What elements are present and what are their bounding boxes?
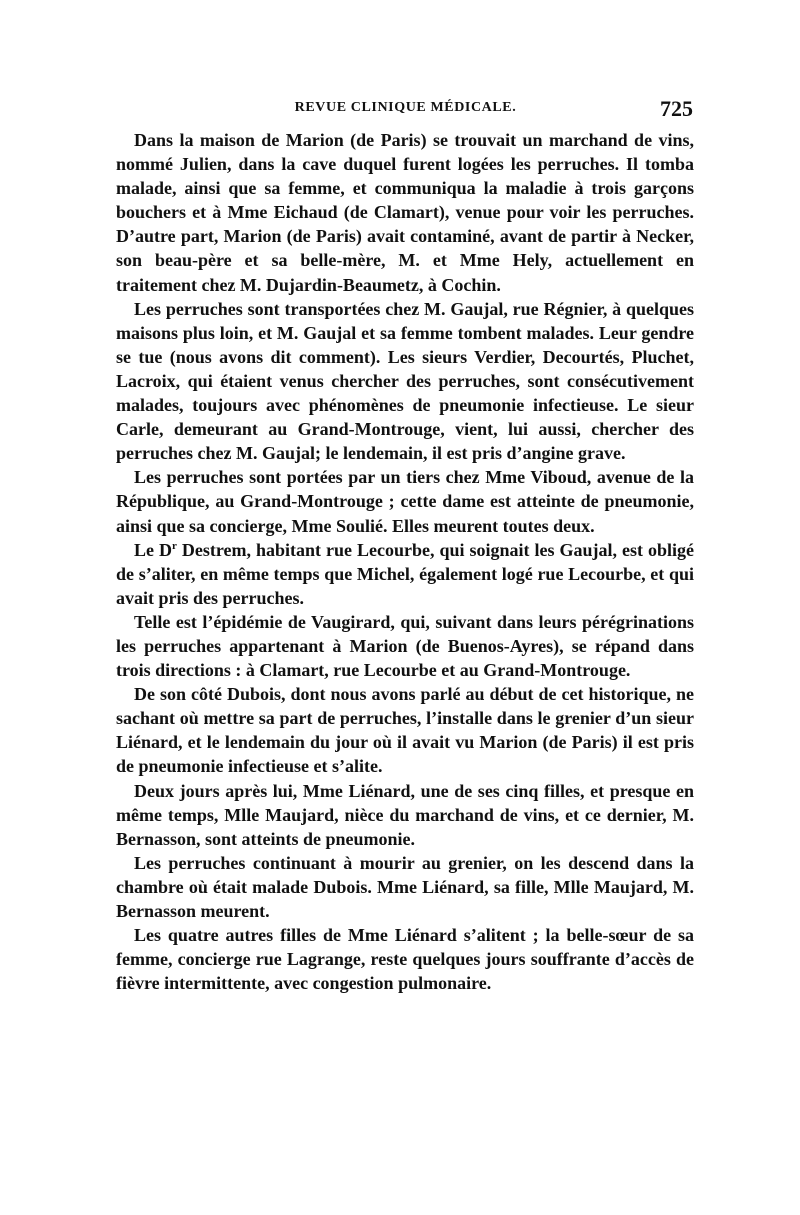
paragraph: Les quatre autres filles de Mme Liénard s’alitent ; la belle-sœur de sa femme, concierge rue Lagrange, reste quelques jours souffrante d’accès de fièvre intermittente, avec congestion pulmonaire. [116,925,694,994]
page-number: 725 [660,96,693,121]
paragraph: Les perruches sont portées par un tiers chez Mme Viboud, avenue de la République, au Grand-Montrouge ; cette dame est atteinte de pneumonie, ainsi que sa concierge, Mme Soulié. Elles meurent toutes deux. [116,467,694,536]
paragraph: Les perruches sont transportées chez M. Gaujal, rue Régnier, à quelques maisons plus loin, et M. Gaujal et sa femme tombent malades. Leur gendre se tue (nous avons dit comment). Les sieurs Verdier, Decourtés, Pluchet, Lacroix, qui étaient venus chercher des perruches, sont consécutivement malades, toujours avec phénomènes de pneumonie infectieuse. Le sieur Carle, demeurant au Grand-Montrouge, vient, lui aussi, chercher des perruches chez M. Gaujal; le lendemain, il est pris d’angine grave. [116,298,694,464]
paragraph: Les perruches continuant à mourir au grenier, on les descend dans la chambre où était malade Dubois. Mme Liénard, sa fille, Mlle Maujard, M. Bernasson meurent. [116,852,694,921]
paragraph: Telle est l’épidémie de Vaugirard, qui, suivant dans leurs pérégrinations les perruches appartenant à Marion (de Buenos-Ayres), se répand dans trois directions : à Clamart, rue Lecourbe et au Grand-Montrouge. [116,611,694,681]
paragraph: Le $D^r$ Destrem, habitant rue Lecourbe, qui soignait les Gaujal, est obligé de s’aliter, en même temps que Michel, également logé rue Lecourbe, et qui avait pris des perruches. [116,539,695,608]
running-head [118,96,693,122]
body-text [116,128,694,995]
running-title: REVUE CLINIQUE MÉDICALE. [294,100,517,115]
paragraph: Deux jours après lui, Mme Liénard, une de ses cinq filles, et presque en même temps, Mlle Maujard, nièce du marchand de vins, et ce dernier, M. Bernasson, sont atteints de pneumonie. [116,780,694,849]
paragraph: De son côté Dubois, dont nous avons parlé au début de cet historique, ne sachant où mettre sa part de perruches, l’installe dans le grenier d’un sieur Liénard, et le lendemain du jour où il avait vu Marion (de Paris) il est pris de pneumonie infectieuse et s’alite. [116,684,694,777]
paragraph: Dans la maison de Marion (de Paris) se trouvait un marchand de vins, nommé Julien, dans la cave duquel furent logées les perruches. Il tomba malade, ainsi que sa femme, et communiqua la maladie à trois garçons bouchers et à Mme Eichaud (de Clamart), venue pour voir les perruches. D’autre part, Marion (de Paris) avait contaminé, avant de partir à Necker, son beau-père et sa belle-mère, M. et Mme Hely, actuellement en traitement chez M. Dujardin-Beaumetz, à Cochin. [116,130,694,295]
